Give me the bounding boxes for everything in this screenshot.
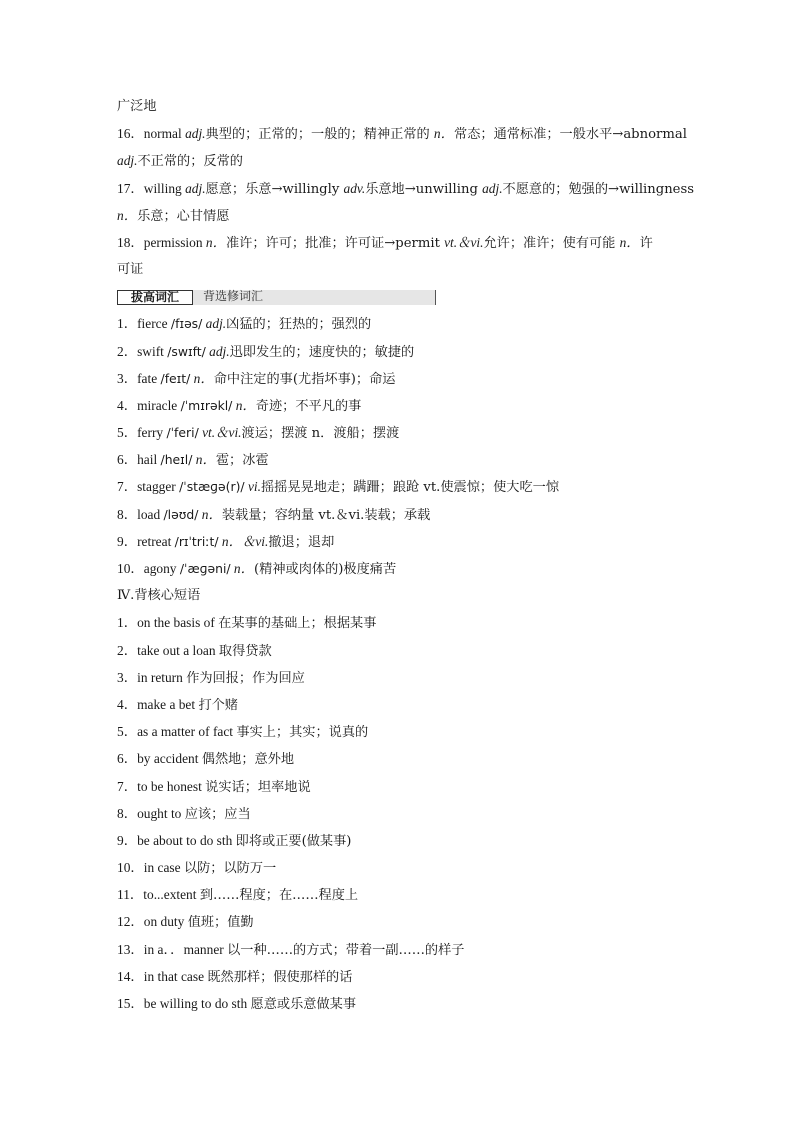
part-of-speech: vt.＆vi.	[198, 425, 242, 441]
phrase-english: be about to do sth	[137, 832, 236, 848]
vocab-item	[117, 473, 679, 500]
item-number: 2．	[117, 343, 138, 359]
phrase-item	[117, 881, 679, 908]
entry-18-cont	[117, 256, 679, 283]
phrase-chinese: 在某事的基础上；根据某事	[218, 616, 377, 632]
vocab-item	[117, 528, 679, 555]
phrase-chinese: 应该；应当	[184, 806, 251, 822]
part-of-speech: adj.	[202, 316, 227, 332]
item-number: 11．	[117, 887, 144, 903]
part-of-speech: n．	[198, 506, 222, 522]
entry-18	[117, 229, 679, 256]
part-of-speech: n．	[190, 370, 214, 386]
phrase-english: as a matter of fact	[137, 724, 237, 740]
phrase-english: to...extent	[143, 887, 200, 903]
item-number: 3．	[117, 669, 138, 685]
item-number: 14．	[117, 968, 144, 984]
item-number: 4．	[117, 696, 138, 712]
part-of-speech: n．	[205, 234, 226, 250]
definition: 凶猛的；狂热的；强烈的	[226, 317, 372, 333]
phonetic: /feɪt/	[160, 370, 191, 386]
entry-word: 16．normal	[117, 126, 186, 142]
definition: 愿意；乐意→willingly	[205, 181, 344, 197]
item-number: 7．	[117, 479, 138, 495]
definition: 允许；准许；使有可能	[483, 235, 620, 251]
phrase-chinese: 打个赌	[198, 697, 238, 713]
part-of-speech: n．	[433, 126, 455, 142]
part-of-speech: n．	[232, 397, 256, 413]
item-number: 9．	[117, 533, 138, 549]
definition: (精神或肉体的)极度痛苦	[254, 562, 397, 577]
phrase-item	[117, 609, 679, 636]
phrase-item	[117, 637, 679, 664]
phrase-english: in that case	[143, 968, 208, 984]
vocab-item	[117, 310, 679, 337]
definition: 不愿意的；勉强的→willingness	[502, 181, 695, 197]
phrase-english: on duty	[143, 914, 188, 930]
part-of-speech: n．	[192, 452, 216, 468]
item-number: 1．	[117, 615, 138, 631]
phrase-chinese: 即将或正要(做某事)	[235, 833, 352, 849]
item-number: 8．	[117, 805, 138, 821]
item-number: 10．	[117, 860, 144, 876]
item-number: 3．	[117, 370, 138, 386]
phrase-chinese: 说实话；坦率地说	[205, 779, 311, 795]
phrase-item	[117, 990, 679, 1017]
item-number: 6．	[117, 751, 138, 767]
phrase-chinese: 作为回报；作为回应	[186, 670, 305, 686]
item-number: 1．	[117, 316, 138, 332]
item-number: 9．	[117, 832, 138, 848]
definition: 乐意地→unwilling	[365, 181, 483, 197]
vocab-item	[117, 555, 679, 582]
phrase-english: on the basis of	[137, 615, 219, 631]
vocab-word: swift	[137, 343, 168, 359]
part-of-speech: adj.	[205, 343, 230, 359]
definition: 许	[639, 235, 653, 251]
part-of-speech: adj.	[482, 180, 503, 196]
phrase-item	[117, 800, 679, 827]
phrase-item	[117, 936, 679, 963]
phrase-chinese: 到……程度；在……程度上	[199, 888, 359, 904]
entry-word: 17．willing	[117, 180, 186, 196]
item-number: 15．	[117, 996, 144, 1011]
part-of-speech: n．	[117, 207, 138, 223]
definition: 迅即发生的；速度快的；敏捷的	[229, 344, 415, 360]
phrase-item	[117, 773, 679, 800]
document-content	[117, 93, 695, 1017]
vocab-item	[117, 338, 679, 365]
phrase-english: in return	[137, 669, 187, 685]
vocab-word: fierce	[137, 316, 171, 332]
part-of-speech: n．	[619, 234, 640, 250]
phonetic: /ˈferi/	[166, 425, 199, 441]
item-number: 8．	[117, 506, 138, 522]
item-number: 10．	[117, 561, 144, 576]
definition: 渡运；摆渡 n．渡船；摆渡	[241, 426, 400, 442]
definition: 命中注定的事(尤指坏事)；命运	[213, 371, 396, 387]
phonetic: /ˈstæɡə(r)/	[179, 479, 245, 495]
part-of-speech: adj.	[185, 126, 206, 142]
phrase-item	[117, 908, 679, 935]
vocab-word: stagger	[137, 479, 180, 495]
item-number: 5．	[117, 425, 138, 441]
phrase-chinese: 愿意或乐意做某事	[250, 997, 357, 1012]
phrase-english: to be honest	[137, 778, 206, 794]
phrase-item	[117, 691, 679, 718]
vocab-list	[117, 310, 679, 582]
vocab-word: ferry	[137, 425, 167, 441]
phrase-item	[117, 827, 679, 854]
phrase-english: in case	[143, 860, 184, 876]
phrase-item	[117, 963, 679, 990]
item-number: 2．	[117, 642, 138, 658]
definition: 奇迹；不平凡的事	[255, 398, 362, 414]
item-number: 6．	[117, 452, 138, 468]
vocab-item	[117, 419, 679, 446]
phonetic: /swɪft/	[167, 343, 206, 359]
vocab-word: retreat	[137, 533, 175, 549]
definition: 可证	[117, 262, 144, 278]
vocab-word: miracle	[137, 397, 181, 413]
entry-16	[117, 120, 687, 147]
phrase-chinese: 事实上；其实；说真的	[236, 725, 369, 741]
phrase-item	[117, 745, 679, 772]
section-label: 拔高词汇	[117, 290, 193, 305]
phrase-chinese: 偶然地；意外地	[201, 752, 295, 768]
vocab-item	[117, 446, 679, 473]
phrase-chinese: 既然那样；假使那样的话	[207, 969, 353, 985]
part-of-speech: n．＆vi.	[218, 533, 269, 549]
phrase-english: take out a loan	[137, 642, 219, 658]
phonetic: /ləʊd/	[163, 506, 199, 522]
phonetic: /rɪˈtriːt/	[174, 533, 219, 549]
entry-16-cont	[117, 147, 679, 174]
phrase-item	[117, 854, 679, 881]
entry-17-cont	[117, 202, 679, 229]
phrase-english: make a bet	[137, 696, 199, 712]
phonetic: /heɪl/	[160, 452, 193, 468]
vocab-word: agony	[143, 561, 180, 576]
phonetic: /ˈæɡəni/	[179, 561, 231, 576]
definition: 乐意；心甘情愿	[137, 208, 230, 224]
phrase-chinese: 以一种……的方式；带着一副……的样子	[227, 942, 465, 958]
vocab-word: hail	[137, 452, 161, 468]
item-number: 12．	[117, 914, 144, 930]
part-of-speech: n．	[230, 561, 255, 576]
phrase-chinese: 值班；值勤	[187, 915, 254, 931]
phrase-list	[117, 609, 679, 1017]
part-of-speech: adj.	[117, 153, 138, 169]
phrase-english: be willing to do sth	[143, 996, 251, 1011]
vocab-item	[117, 392, 679, 419]
section-header-bar	[117, 290, 436, 305]
item-number: 5．	[117, 724, 138, 740]
phonetic: /fɪəs/	[170, 316, 203, 332]
phonetic: /ˈmɪrəkl/	[180, 397, 233, 413]
phrase-chinese: 以防；以防万一	[183, 861, 277, 877]
definition: 不正常的；反常的	[137, 154, 243, 170]
definition: 撤退；退却	[268, 534, 335, 550]
part-of-speech: adj.	[185, 180, 206, 196]
phrase-english: in a．．manner	[143, 941, 228, 957]
phrase-english: by accident	[137, 751, 202, 767]
text-line	[117, 93, 679, 120]
item-number: 4．	[117, 397, 138, 413]
part-of-speech: vt.＆vi.	[444, 234, 484, 250]
item-number: 13．	[117, 941, 144, 957]
phrase-chinese: 取得贷款	[218, 643, 272, 659]
definition: 准许；许可；批准；许可证→permit	[226, 235, 445, 251]
section-subtitle: 背选修词汇	[203, 289, 264, 304]
definition: 摇摇晃晃地走；蹒跚；踉跄 vt.使震惊；使大吃一惊	[260, 480, 560, 496]
definition: 雹；冰雹	[215, 453, 269, 469]
definition: 常态；通常标准；一般水平→abnormal	[454, 127, 687, 143]
phrase-item	[117, 718, 679, 745]
part-of-speech: adv.	[343, 180, 366, 196]
part-of-speech: vi.	[244, 479, 261, 495]
vocab-item	[117, 365, 679, 392]
text: 广泛地	[117, 99, 157, 114]
item-number: 7．	[117, 778, 138, 794]
phrase-item	[117, 664, 679, 691]
entry-17	[117, 175, 695, 202]
phrase-english: ought to	[137, 805, 185, 821]
definition: 典型的；正常的；一般的；精神正常的	[205, 127, 434, 143]
vocab-word: load	[137, 506, 164, 522]
entry-word: 18．permission	[117, 234, 206, 250]
vocab-item	[117, 501, 679, 528]
vocab-word: fate	[137, 370, 161, 386]
phrases-heading: Ⅳ.背核心短语	[117, 588, 201, 604]
definition: 装载量；容纳量 vt.＆vi.装载；承载	[221, 507, 431, 523]
